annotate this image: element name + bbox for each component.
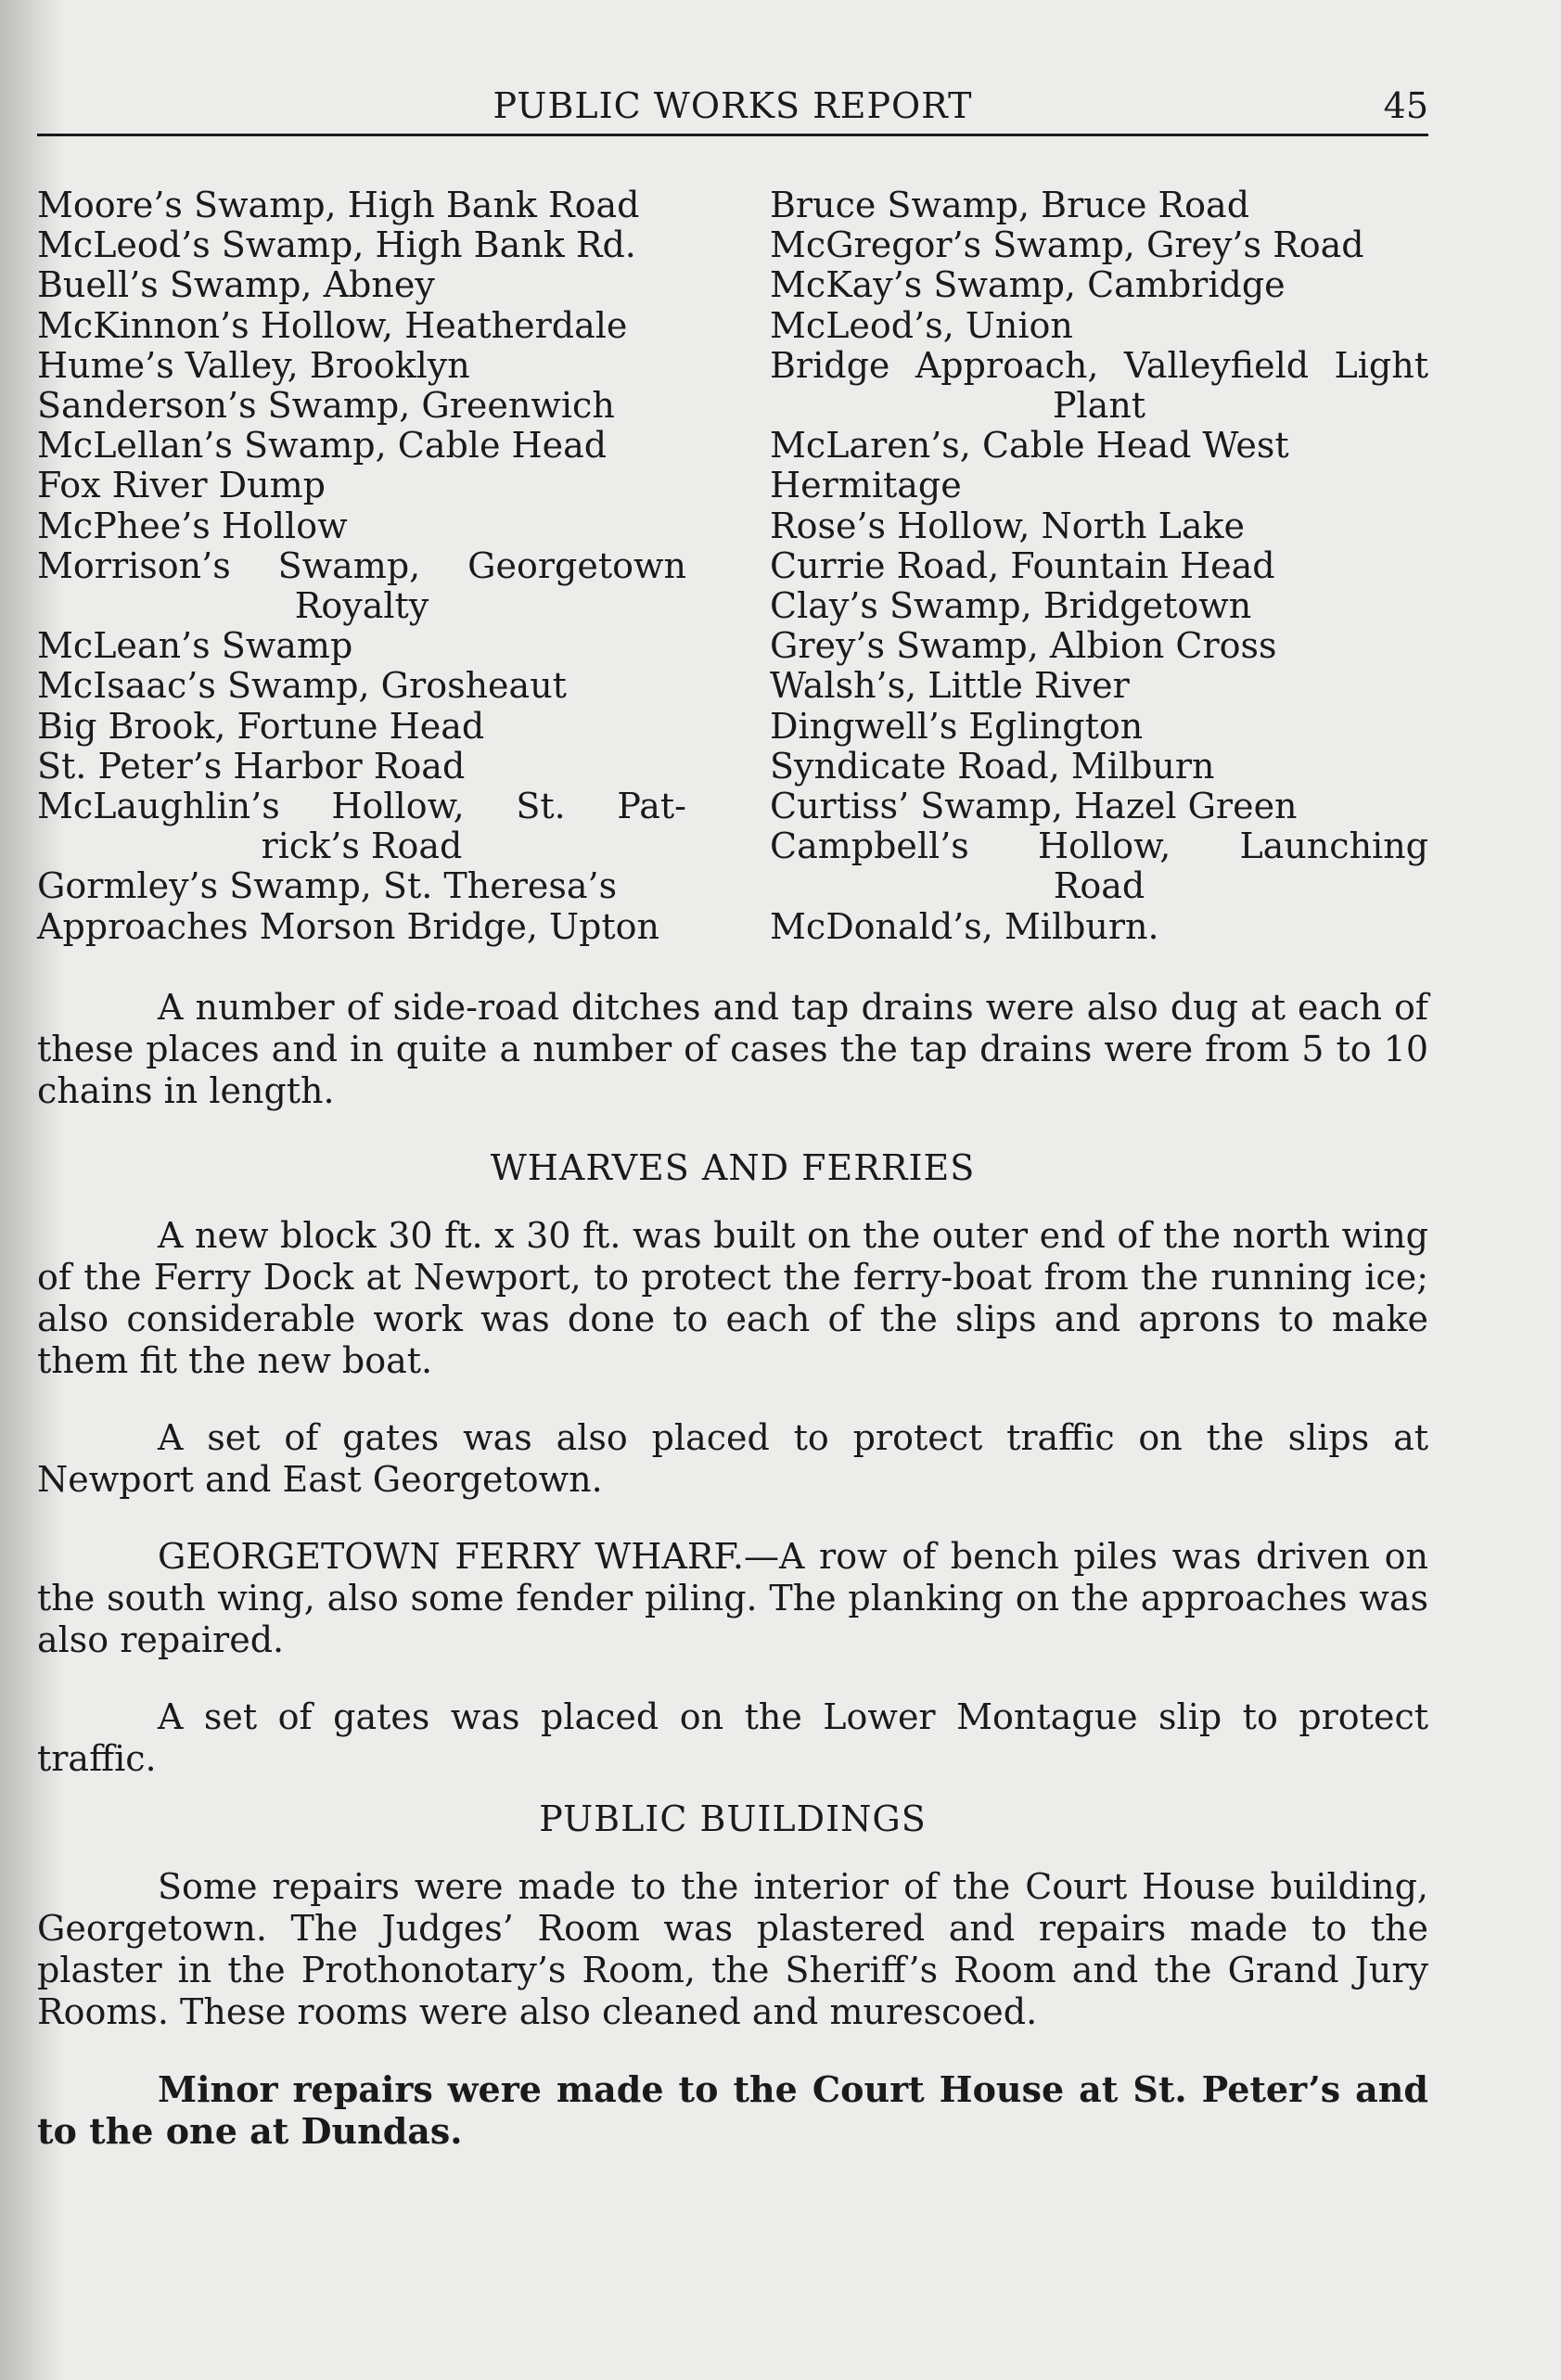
wharves-heading: WHARVES AND FERRIES: [490, 1147, 976, 1188]
location-item: Moore’s Swamp, High Bank Road: [37, 185, 640, 225]
location-item: McIsaac’s Swamp, Grosheaut: [37, 665, 567, 707]
running-head: PUBLIC WORKS REPORT: [493, 85, 973, 126]
montague-slip-paragraph: A set of gates was placed on the Lower Montague slip to protect traffic.: [37, 1696, 1428, 1779]
location-item-continuation: Plant: [1052, 385, 1146, 427]
location-item-continuation: rick’s Road: [261, 825, 463, 867]
location-item: Big Brook, Fortune Head: [37, 705, 485, 747]
ditches-paragraph: A number of side-road ditches and tap drains were also dug at each of these places and in quite a number of cases the tap drains were from 5 to 10 chains in length.: [37, 987, 1428, 1111]
location-item: McKinnon’s Hollow, Heatherdale: [37, 304, 628, 346]
report-body: [37, 987, 1428, 2187]
page-number: 45: [1383, 85, 1428, 126]
georgetown-wharf-paragraph: GEORGETOWN FERRY WHARF.—A row of bench piles was driven on the south wing, also some fender piling. The planking on the approaches was also repaired.: [37, 1536, 1428, 1660]
location-item: St. Peter’s Harbor Road: [37, 745, 466, 787]
location-item: Sanderson’s Swamp, Greenwich: [37, 385, 615, 427]
page-header: [37, 82, 1428, 136]
wharves-paragraph: A new block 30 ft. x 30 ft. was built on the outer end of the north wing of the Ferry Dock at Newport, to protect the ferry-boat from the running ice; also considerable work was done to each of the slips and aprons to make them fit the new boat.: [37, 1215, 1428, 1381]
location-item: Campbell’s Hollow, Launching: [770, 825, 1428, 867]
location-item: Morrison’s Swamp, Georgetown: [37, 544, 686, 586]
location-columns: [37, 186, 1428, 947]
location-item: Walsh’s, Little River: [770, 665, 1130, 707]
location-item: Buell’s Swamp, Abney: [37, 264, 435, 306]
location-item: McGregor’s Swamp, Grey’s Road: [770, 224, 1364, 266]
location-item: Clay’s Swamp, Bridgetown: [770, 585, 1252, 627]
location-item: McLaren’s, Cable Head West: [770, 425, 1289, 467]
location-item: Approaches Morson Bridge, Upton: [37, 905, 660, 947]
location-item: Currie Road, Fountain Head: [770, 544, 1275, 586]
left-location-list: [37, 186, 686, 947]
location-item: McLaughlin’s Hollow, St. Pat-: [37, 786, 686, 827]
location-item: Gormley’s Swamp, St. Theresa’s: [37, 865, 618, 907]
location-item: McLellan’s Swamp, Cable Head: [37, 425, 608, 467]
location-item: McKay’s Swamp, Cambridge: [770, 264, 1286, 306]
location-item: Dingwell’s Eglington: [770, 705, 1144, 747]
location-item: Bruce Swamp, Bruce Road: [770, 185, 1250, 225]
court-house-paragraph: Some repairs were made to the interior of the Court House building, Georgetown. The Judges’ Room was plastered and repairs made to the plaster in the Prothonotary’s Room, the Sheriff’s Room and the Grand Jury Rooms. These rooms were also cleaned and murescoed.: [37, 1866, 1428, 2032]
location-item: Grey’s Swamp, Albion Cross: [770, 625, 1277, 667]
location-item-continuation: Royalty: [294, 585, 429, 627]
location-item: McDonald’s, Milburn.: [770, 905, 1159, 947]
right-location-list: [770, 186, 1428, 947]
location-item-continuation: Road: [1053, 865, 1145, 907]
location-item: Bridge Approach, Valleyfield Light: [770, 344, 1428, 386]
wharves-gates-paragraph: A set of gates was also placed to protect traffic on the slips at Newport and East Georgetown.: [37, 1417, 1428, 1500]
buildings-heading: PUBLIC BUILDINGS: [539, 1798, 927, 1839]
location-item: McLean’s Swamp: [37, 625, 353, 667]
location-item: Hume’s Valley, Brooklyn: [37, 344, 470, 386]
location-item: Hermitage: [770, 465, 962, 506]
location-item: McPhee’s Hollow: [37, 505, 348, 546]
location-item: McLeod’s Swamp, High Bank Rd.: [37, 224, 636, 266]
location-item: Fox River Dump: [37, 465, 326, 506]
minor-repairs-paragraph: Minor repairs were made to the Court House at St. Peter’s and to the one at Dundas.: [37, 2068, 1428, 2152]
location-item: Curtiss’ Swamp, Hazel Green: [770, 786, 1298, 827]
location-item: Rose’s Hollow, North Lake: [770, 505, 1246, 546]
location-item: McLeod’s, Union: [770, 304, 1073, 346]
location-item: Syndicate Road, Milburn: [770, 745, 1215, 787]
